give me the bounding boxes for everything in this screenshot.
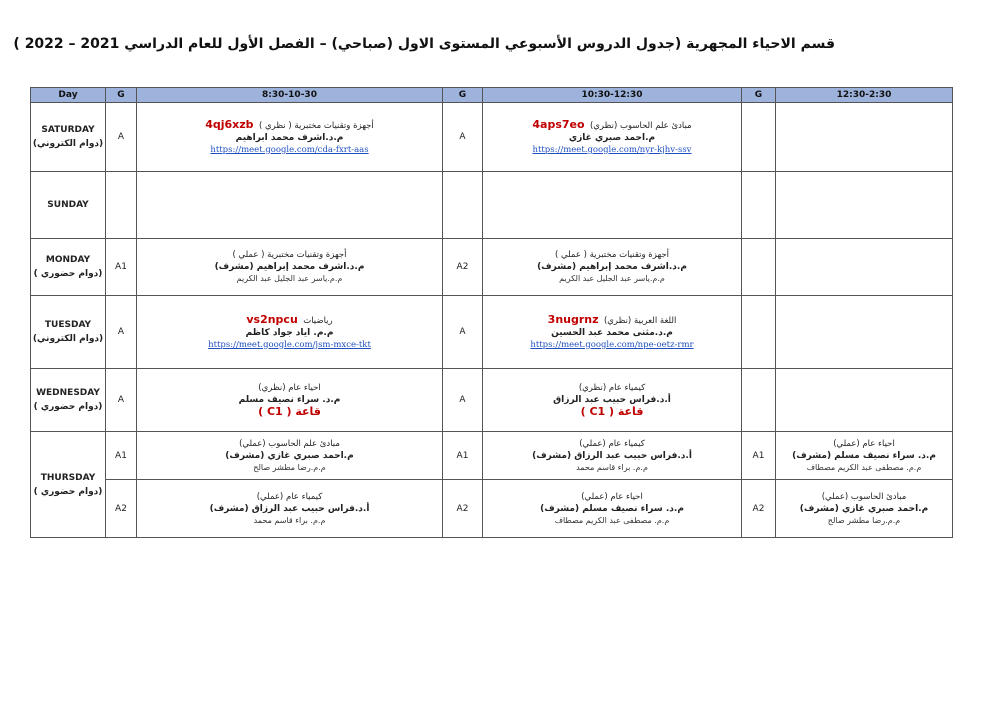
day-label: THURSDAY xyxy=(40,472,96,483)
group-cell xyxy=(742,103,776,172)
group-cell: A xyxy=(106,369,137,432)
course-name: رياضيات xyxy=(303,315,333,326)
table-row xyxy=(31,369,953,432)
course-name: مبادئ علم الحاسوب (عملي) xyxy=(239,438,340,449)
schedule-table xyxy=(30,87,953,538)
day-note: ( دوام حضوري) xyxy=(33,269,103,279)
lesson-cell xyxy=(137,369,443,432)
lesson-cell xyxy=(483,480,742,538)
class-code: 4aps7eo xyxy=(532,117,585,131)
table-row xyxy=(31,296,953,369)
teacher-name: م.احمد صبري غازي (مشرف) xyxy=(799,503,929,514)
course-name: مبادئ الحاسوب (عملي) xyxy=(821,491,907,502)
lesson-cell xyxy=(483,296,742,369)
group-cell: A2 xyxy=(742,480,776,538)
day-note: (دوام الكتروني) xyxy=(32,139,104,149)
teacher-name: أ.د.فراس حبيب عبد الرزاق (مشرف) xyxy=(532,450,692,461)
lesson-cell xyxy=(776,296,953,369)
lesson-cell xyxy=(776,103,953,172)
day-cell xyxy=(31,239,106,296)
lesson-cell xyxy=(776,239,953,296)
day-note: ( دوام حضوري) xyxy=(33,486,103,497)
teacher-name: م.م. اياد جواد كاظم xyxy=(245,327,334,338)
day-label: TUESDAY xyxy=(44,320,92,330)
meet-link[interactable]: https://meet.google.com/cda-fxrt-aas xyxy=(210,144,369,155)
lesson-cell xyxy=(483,103,742,172)
course-name: احياء عام (نظري) xyxy=(258,383,321,393)
course-name: اللغة العربية (نظري) xyxy=(603,315,677,326)
assistant-name: م.م. براء قاسم محمد xyxy=(576,462,648,472)
day-label: WEDNESDAY xyxy=(36,388,100,398)
assistant-name: م.م.رضا مطشر صالح xyxy=(827,515,901,525)
page-title: قسم الاحياء المجهرية (جدول الدروس الأسبوعي المستوى الاول (صباحي) – الفصل الأول للعام الدراسي 2021 – 2022 ) xyxy=(13,36,835,52)
teacher-name: م.د.اشرف محمد ابراهيم xyxy=(235,132,344,143)
teacher-name: م.احمد صبري غازي xyxy=(568,132,656,143)
lesson-cell xyxy=(137,239,443,296)
course-name: احياء عام (عملي) xyxy=(581,491,643,502)
day-label: SATURDAY xyxy=(41,125,95,135)
room-label: قاعة ( C1 ) xyxy=(580,405,644,418)
teacher-name: م.د.اشرف محمد إبراهيم (مشرف) xyxy=(214,262,365,272)
room-label: قاعة ( C1 ) xyxy=(258,405,321,418)
day-label: SUNDAY xyxy=(47,200,89,210)
course-name: احياء عام (عملي) xyxy=(833,438,895,449)
course-name: كيمياء عام (عملي) xyxy=(579,438,645,449)
header-group: G xyxy=(443,88,483,103)
group-cell xyxy=(742,172,776,239)
group-cell xyxy=(742,369,776,432)
header-day: Day xyxy=(31,88,106,103)
lesson-cell xyxy=(483,432,742,480)
course-name: كيمياء عام (نظري) xyxy=(578,383,646,393)
teacher-name: أ.د.فراس حبيب عبد الرزاق xyxy=(553,395,671,405)
table-row xyxy=(31,480,953,538)
course-name: كيمياء عام (عملي) xyxy=(256,491,323,502)
assistant-name: م.م.ياسر عبد الجليل عبد الكريم xyxy=(236,274,343,283)
group-cell xyxy=(742,239,776,296)
group-cell xyxy=(443,172,483,239)
teacher-name: م.احمد صبري غازي (مشرف) xyxy=(225,450,354,461)
teacher-name: م.د.مثنى محمد عبد الحسين xyxy=(551,327,673,338)
lesson-cell xyxy=(776,172,953,239)
group-cell: A xyxy=(106,103,137,172)
group-cell: A xyxy=(443,103,483,172)
group-cell: A1 xyxy=(443,432,483,480)
group-cell: A1 xyxy=(106,432,137,480)
lesson-cell xyxy=(483,369,742,432)
lesson-cell xyxy=(483,239,742,296)
group-cell: A2 xyxy=(443,480,483,538)
assistant-name: م.م. مصطفى عبد الكريم مصطاف xyxy=(554,515,670,525)
header-slot-3: 12:30-2:30 xyxy=(776,88,953,103)
group-cell: A2 xyxy=(443,239,483,296)
table-row xyxy=(31,172,953,239)
class-code: 4qj6xzb xyxy=(205,117,254,131)
table-row xyxy=(31,432,953,480)
header-slot-2: 10:30-12:30 xyxy=(483,88,742,103)
class-code: vs2npcu xyxy=(246,312,298,326)
header-slot-1: 8:30-10-30 xyxy=(137,88,443,103)
lesson-cell xyxy=(776,432,953,480)
day-note: (دوام الكتروني) xyxy=(32,334,104,344)
assistant-name: م.م. براء قاسم محمد xyxy=(253,515,326,525)
teacher-name: م.د. سراء نصيف مسلم xyxy=(238,395,341,405)
group-cell: A1 xyxy=(742,432,776,480)
table-row xyxy=(31,239,953,296)
lesson-cell xyxy=(137,172,443,239)
teacher-name: أ.د.فراس حبيب عبد الرزاق (مشرف) xyxy=(209,503,370,514)
group-cell: A2 xyxy=(106,480,137,538)
header-group: G xyxy=(742,88,776,103)
lesson-cell xyxy=(776,369,953,432)
lesson-cell xyxy=(137,432,443,480)
teacher-name: م.د. سراء نصيف مسلم (مشرف) xyxy=(792,450,936,461)
group-cell: A xyxy=(106,296,137,369)
lesson-cell xyxy=(137,103,443,172)
group-cell: A xyxy=(443,369,483,432)
teacher-name: م.د.اشرف محمد إبراهيم (مشرف) xyxy=(537,262,687,272)
course-name: أجهزة وتقنيات مختبرية ( نظري ) xyxy=(258,120,374,131)
lesson-cell xyxy=(776,480,953,538)
header-group: G xyxy=(106,88,137,103)
day-cell xyxy=(31,103,106,172)
meet-link[interactable]: https://meet.google.com/jsm-mxce-tkt xyxy=(208,339,371,350)
day-cell xyxy=(31,432,106,538)
meet-link[interactable]: https://meet.google.com/npe-oetz-rmr xyxy=(530,339,694,350)
group-cell xyxy=(742,296,776,369)
day-label: MONDAY xyxy=(45,255,91,265)
course-name: أجهزة وتقنيات مختبرية ( عملي ) xyxy=(232,250,347,260)
course-name: مبادئ علم الحاسوب (نظري) xyxy=(589,120,692,131)
day-cell xyxy=(31,172,106,239)
lesson-cell xyxy=(137,480,443,538)
assistant-name: م.م. مصطفى عبد الكريم مصطاف xyxy=(806,462,922,472)
table-row xyxy=(31,103,953,172)
meet-link[interactable]: https://meet.google.com/nyr-kjhv-ssv xyxy=(532,144,692,155)
assistant-name: م.م.رضا مطشر صالح xyxy=(253,462,326,472)
group-cell: A xyxy=(443,296,483,369)
day-note: ( دوام حضوري) xyxy=(33,402,103,412)
lesson-cell xyxy=(483,172,742,239)
group-cell: A1 xyxy=(106,239,137,296)
course-name: أجهزة وتقنيات مختبرية ( عملي ) xyxy=(555,250,669,260)
teacher-name: م.د. سراء نصيف مسلم (مشرف) xyxy=(540,503,684,514)
day-cell xyxy=(31,369,106,432)
class-code: 3nugrnz xyxy=(547,312,599,326)
assistant-name: م.م.ياسر عبد الجليل عبد الكريم xyxy=(559,274,665,283)
header-row xyxy=(31,88,953,103)
lesson-cell xyxy=(137,296,443,369)
group-cell xyxy=(106,172,137,239)
day-cell xyxy=(31,296,106,369)
